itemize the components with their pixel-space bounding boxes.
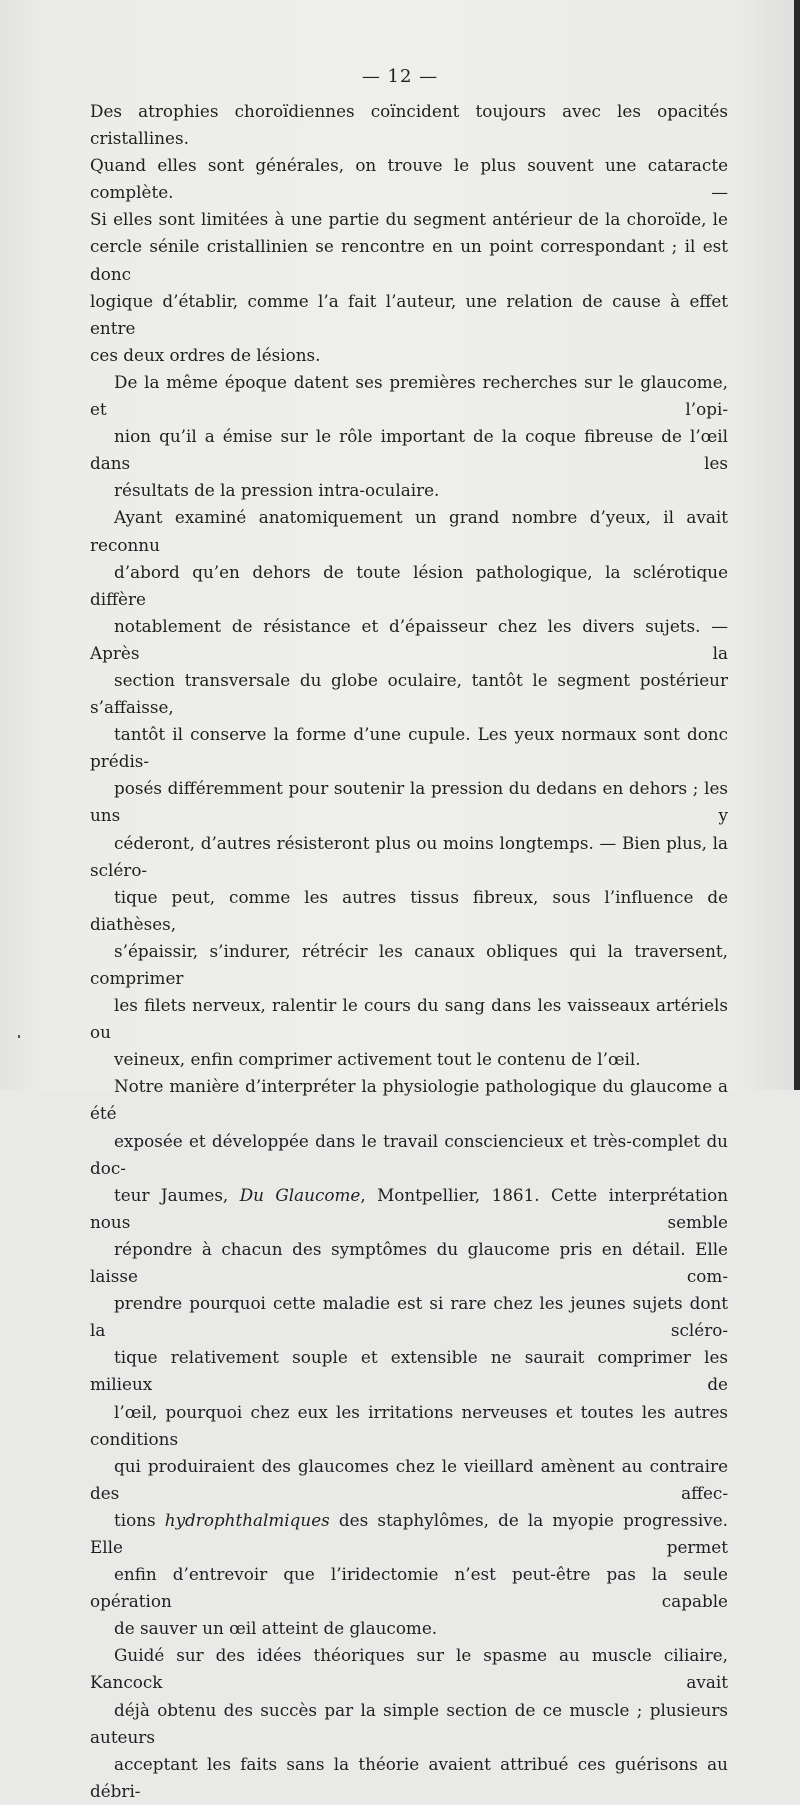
text-line: section transversale du globe oculaire, tantôt le segment postérieur s’affaisse, — [90, 669, 728, 718]
text-line: exposée et développée dans le travail consciencieux et très-complet du doc- — [90, 1130, 728, 1178]
text-line: nion qu’il a émise sur le rôle important de la coque fibreuse de l’œil dans les — [90, 426, 728, 474]
body-text — [90, 98, 728, 1805]
text-line: qui produiraient des glaucomes chez le vieillard amènent au contraire des affec- — [90, 1455, 728, 1503]
italic-term: hydrophthalmiques — [164, 1509, 330, 1530]
page-edge-shadow — [794, 0, 800, 1090]
text-segment: des staphylômes, de la myopie progressive. Elle permet — [90, 1509, 728, 1557]
margin-speck — [18, 1035, 20, 1038]
text-line: tique peut, comme les autres tissus fibreux, sous l’influence de diathèses, — [90, 886, 728, 934]
text-line: prendre pourquoi cette maladie est si rare chez les jeunes sujets dont la scléro- — [90, 1293, 728, 1341]
text-line: Notre manière d’interpréter la physiologie pathologique du glaucome a été — [90, 1076, 728, 1124]
text-line: logique d’établir, comme l’a fait l’auteur, une relation de cause à effet entre — [90, 290, 728, 338]
text-line: l’œil, pourquoi chez eux les irritations nerveuses et toutes les autres conditions — [90, 1401, 728, 1449]
text-line: Quand elles sont générales, on trouve le plus souvent une cataracte complète. — — [90, 155, 728, 203]
paragraph-3 — [90, 504, 728, 1073]
text-line: ces deux ordres de lésions. — [90, 344, 321, 365]
paragraph-1 — [90, 98, 728, 369]
book-title: Du Glaucome — [239, 1184, 361, 1205]
text-line: répondre à chacun des symptômes du glaucome pris en détail. Elle laisse com- — [90, 1238, 728, 1287]
text-line: Guidé sur des idées théoriques sur le spasme au muscle ciliaire, Kancock avait — [90, 1645, 728, 1693]
text-line: cercle sénile cristallinien se rencontre en un point correspondant ; il est donc — [90, 236, 728, 284]
text-line — [90, 1507, 728, 1561]
text-line: Ayant examiné anatomiquement un grand nombre d’yeux, il avait reconnu — [90, 507, 728, 555]
paragraph-5 — [90, 1642, 728, 1805]
text-line: déjà obtenu des succès par la simple section de ce muscle ; plusieurs auteurs — [90, 1699, 728, 1747]
text-line: notablement de résistance et d’épaisseur chez les divers sujets. — Après la — [90, 615, 728, 663]
text-line: De la même époque datent ses premières recherches sur le glaucome, et l’opi- — [90, 371, 728, 420]
text-line: veineux, enfin comprimer activement tout le contenu de l’œil. — [114, 1049, 641, 1070]
text-line: Des atrophies choroïdiennes coïncident toujours avec les opacités cristallines. — [90, 101, 728, 149]
text-line: de sauver un œil atteint de glaucome. — [114, 1618, 438, 1639]
text-segment: teur Jaumes, — [114, 1184, 240, 1205]
text-line: s’épaissir, s’indurer, rétrécir les canaux obliques qui la traversent, comprimer — [90, 940, 728, 988]
text-line: Si elles sont limitées à une partie du segment antérieur de la choroïde, le — [90, 209, 728, 230]
text-line: posés différemment pour soutenir la pression du dedans en dehors ; les uns y — [90, 778, 728, 826]
text-line: enfin d’entrevoir que l’iridectomie n’est peut-être pas la seule opération capable — [90, 1564, 728, 1612]
text-segment: , Montpellier, 1861. Cette interprétation nous semble — [90, 1184, 728, 1232]
paragraph-2 — [90, 369, 728, 504]
text-line: résultats de la pression intra-oculaire. — [114, 480, 440, 501]
text-line — [90, 1182, 728, 1236]
text-line: céderont, d’autres résisteront plus ou moins longtemps. — Bien plus, la scléro- — [90, 832, 728, 880]
text-line: tique relativement souple et extensible ne saurait comprimer les milieux de — [90, 1347, 728, 1395]
text-line: d’abord qu’en dehors de toute lésion pathologique, la sclérotique diffère — [90, 561, 728, 609]
text-line: acceptant les faits sans la théorie avaient attribué ces guérisons au débri- — [90, 1753, 728, 1801]
paragraph-4 — [90, 1073, 728, 1642]
text-line: tantôt il conserve la forme d’une cupule. Les yeux normaux sont donc prédis- — [90, 724, 728, 772]
text-segment: tions — [114, 1509, 165, 1530]
text-line: les filets nerveux, ralentir le cours du sang dans les vaisseaux artériels ou — [90, 995, 728, 1043]
page-number: — 12 — — [361, 66, 439, 87]
